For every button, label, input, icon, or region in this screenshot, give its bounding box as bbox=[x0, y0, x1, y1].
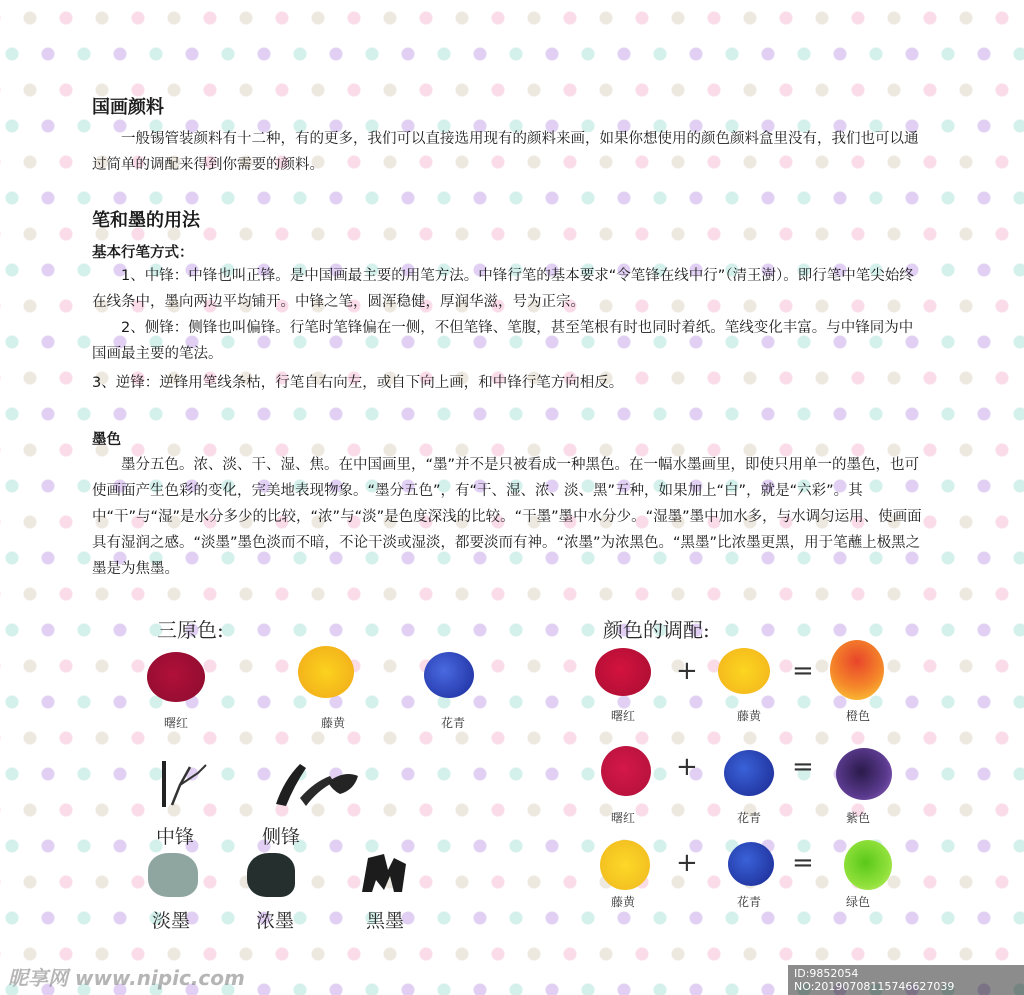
mix-row1-crimson bbox=[595, 648, 651, 696]
mix-row3-blue bbox=[728, 842, 774, 886]
mix-row3-yellow bbox=[600, 840, 650, 890]
mix-row1-label-b: 藤黄 bbox=[736, 709, 761, 723]
light-ink-swatch bbox=[148, 853, 198, 897]
section-title-pigments: 国画颜料 bbox=[92, 97, 164, 118]
mix-row2-purple bbox=[836, 748, 892, 800]
brush-subtitle: 基本行笔方式： bbox=[92, 245, 194, 261]
mix-row3-label-b: 花青 bbox=[736, 895, 761, 909]
primary-label-yellow: 藤黄 bbox=[320, 716, 345, 730]
mix-row3-green bbox=[844, 840, 892, 890]
side-stroke-sample bbox=[270, 760, 365, 815]
ink-colors-paragraph: 墨分五色。浓、淡、干、湿、焦。在中国画里，“墨”并不是只被看成一种黑色。在一幅水墨画里，即使只用单一的墨色，也可使画面产生色彩的变化，完美地表现物象。“墨分五色”，有“干、湿、浓、淡、黑”五种，如果加上“白”，就是“六彩”。其中“干”与“湿”是水分多少的比较，“浓”与“淡”是色度深浅的比较。“干墨”墨中水分少。“湿墨”墨中加水多，与水调匀运用、使画面具有湿润之感。“淡墨”墨色淡而不暗，不论干淡或湿淡，都要淡而有神。“浓墨”为浓黑色。“黑墨”比浓墨更黑，用于笔蘸上极黑之墨是为焦墨。 bbox=[92, 457, 922, 577]
mix-row2-label-result: 紫色 bbox=[845, 811, 870, 825]
mix-row1-plus: + bbox=[676, 656, 698, 686]
ink-label-black: 黑墨 bbox=[366, 910, 405, 932]
image-id: ID:9852054 NO:20190708115746627039 bbox=[788, 965, 1024, 995]
section-title-ink-colors: 墨色 bbox=[92, 432, 121, 448]
mix-row2-blue bbox=[724, 750, 774, 796]
crimson-swatch bbox=[147, 652, 205, 702]
mix-row3-equals: = bbox=[792, 848, 814, 878]
brush-item-3: 3、逆锋：逆锋用笔线条枯，行笔自右向左，或自下向上画，和中锋行笔方向相反。 bbox=[92, 375, 624, 391]
brush-item-1: 1、中锋：中锋也叫正锋。是中国画最主要的用笔方法。中锋行笔的基本要求“令笔锋在线中行”（清王澍）。即行笔中笔尖始终在线条中，墨向两边平均铺开。中锋之笔，圆浑稳健，厚润华滋，号为正宗。 bbox=[92, 268, 914, 310]
mix-row1-orange bbox=[830, 640, 884, 700]
primary-label-crimson: 曙红 bbox=[163, 716, 188, 730]
color-mixing-heading: 颜色的调配: bbox=[603, 618, 710, 642]
ink-label-light: 淡墨 bbox=[152, 910, 191, 932]
blue-swatch bbox=[424, 652, 474, 698]
black-ink-swatch bbox=[358, 850, 410, 896]
watermark: 昵享网 www.nipic.com bbox=[8, 966, 245, 990]
center-stroke-sample bbox=[150, 755, 220, 815]
section-title-brush-ink: 笔和墨的用法 bbox=[92, 210, 200, 231]
pigments-paragraph: 一般锡管装颜料有十二种，有的更多，我们可以直接选用现有的颜料来画，如果你想使用的颜色颜料盒里没有，我们也可以通过简单的调配来得到你需要的颜料。 bbox=[92, 131, 919, 173]
mix-row1-yellow bbox=[718, 648, 770, 694]
mix-row3-plus: + bbox=[676, 848, 698, 878]
dark-ink-swatch bbox=[247, 853, 295, 897]
primary-colors-heading: 三原色: bbox=[157, 618, 224, 642]
yellow-swatch bbox=[298, 646, 354, 698]
mix-row2-label-a: 曙红 bbox=[610, 811, 635, 825]
primary-label-blue: 花青 bbox=[440, 716, 465, 730]
mix-row3-label-result: 绿色 bbox=[845, 895, 870, 909]
mix-row1-equals: = bbox=[792, 656, 814, 686]
mix-row3-label-a: 藤黄 bbox=[610, 895, 635, 909]
mix-row2-crimson bbox=[601, 746, 651, 796]
mix-row2-equals: = bbox=[792, 752, 814, 782]
ink-label-dark: 浓墨 bbox=[256, 910, 295, 932]
brush-item-2: 2、侧锋：侧锋也叫偏锋。行笔时笔锋偏在一侧，不但笔锋、笔腹，甚至笔根有时也同时着纸。笔线变化丰富。与中锋同为中国画最主要的笔法。 bbox=[92, 320, 914, 362]
mix-row2-plus: + bbox=[676, 752, 698, 782]
mix-row2-label-b: 花青 bbox=[736, 811, 761, 825]
mix-row1-label-a: 曙红 bbox=[610, 709, 635, 723]
mix-row1-label-result: 橙色 bbox=[845, 709, 870, 723]
brush-label-center: 中锋 bbox=[156, 826, 195, 848]
brush-label-side: 侧锋 bbox=[262, 826, 301, 848]
